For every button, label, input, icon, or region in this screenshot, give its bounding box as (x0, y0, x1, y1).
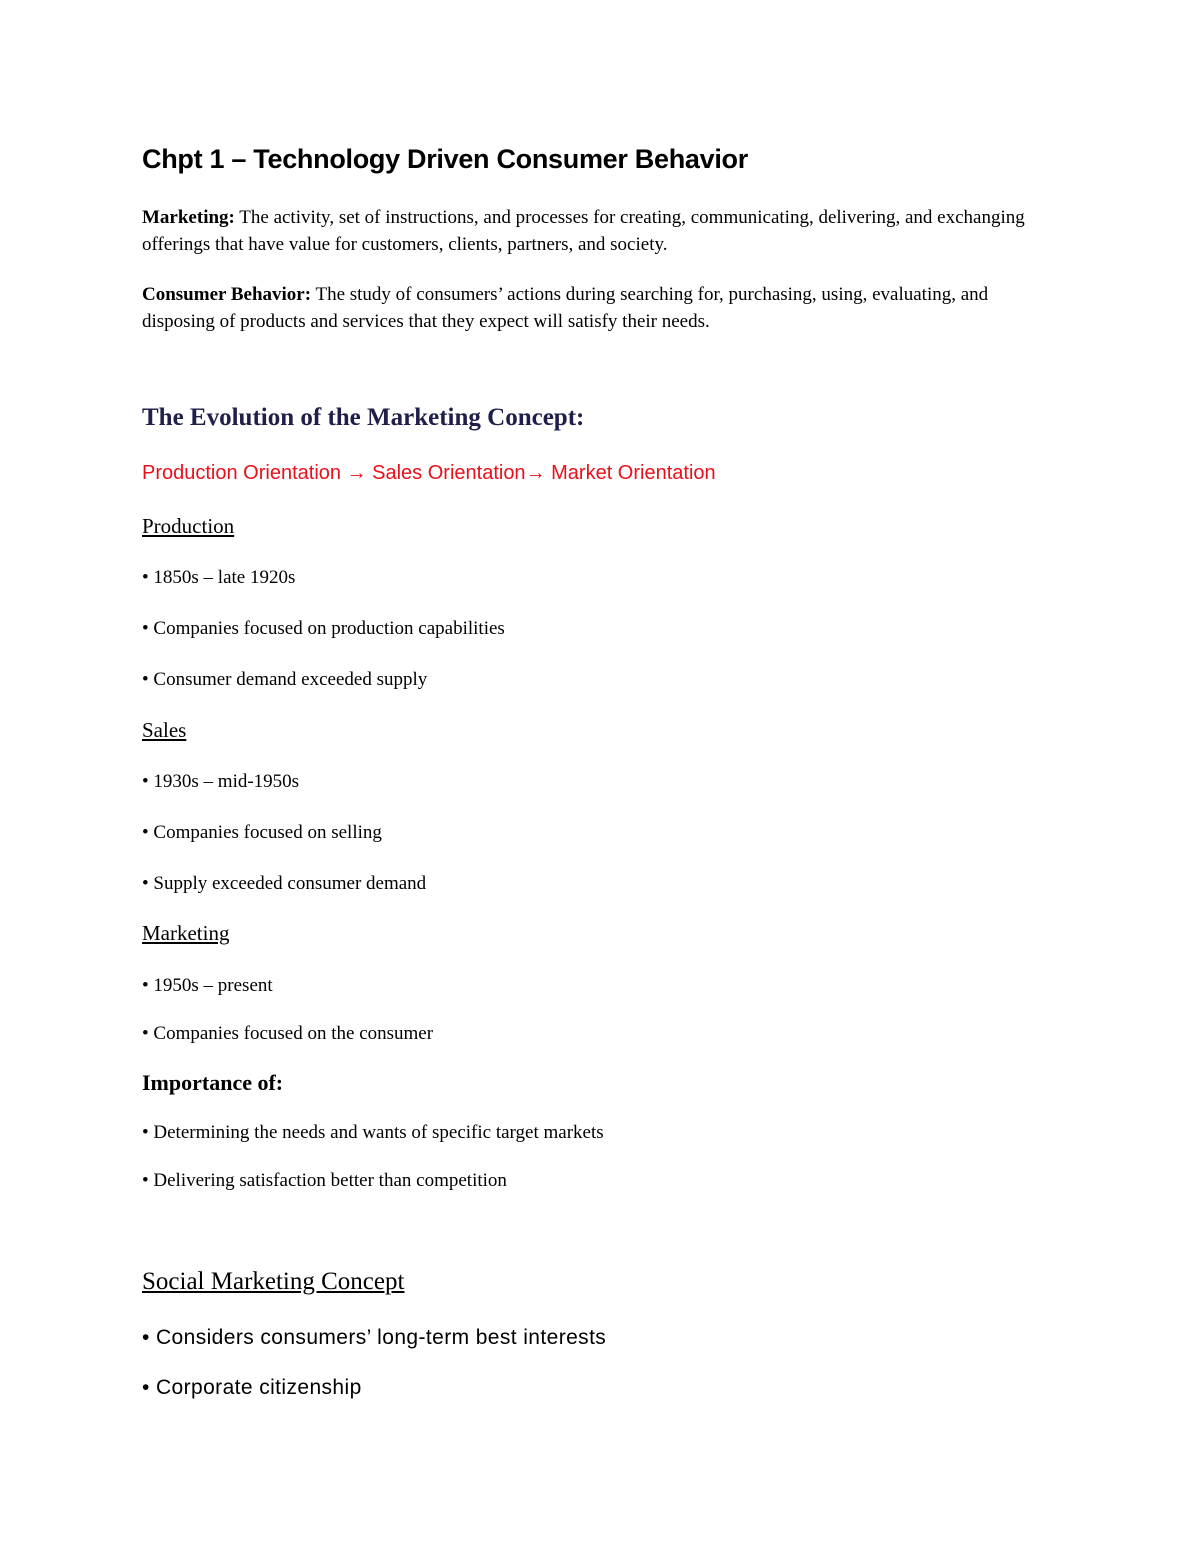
list-item: • Companies focused on selling (142, 822, 382, 843)
list-item: • Determining the needs and wants of specific target markets (142, 1122, 604, 1143)
list-item: • Corporate citizenship (142, 1376, 362, 1399)
section-heading-marketing: Marketing (142, 921, 230, 945)
importance-heading: Importance of: (142, 1070, 284, 1095)
list-item: • 1930s – mid-1950s (142, 771, 300, 792)
arrow-right-icon: → (346, 462, 367, 484)
list-item: • Consumer demand exceeded supply (142, 669, 428, 690)
list-item: • 1950s – present (142, 975, 273, 996)
evolution-heading: The Evolution of the Marketing Concept: (142, 404, 585, 431)
list-item: • 1850s – late 1920s (142, 567, 296, 588)
list-item: • Companies focused on the consumer (142, 1023, 434, 1044)
definition-marketing (142, 204, 1062, 258)
definition-term: Marketing: (142, 207, 235, 228)
list-item: • Companies focused on production capabilities (142, 618, 505, 639)
orientation-step: Market Orientation (551, 462, 716, 484)
page-title: Chpt 1 – Technology Driven Consumer Behavior (142, 144, 748, 174)
definition-text: The study of consumers’ actions during searching for, purchasing, using, evaluating, and disposing of products and services that they expect will satisfy their needs. (142, 284, 989, 332)
definition-text: The activity, set of instructions, and processes for creating, communicating, delivering, and exchanging offerings that have value for customers, clients, partners, and society. (142, 207, 1025, 255)
orientation-step: Production Orientation (142, 462, 342, 484)
list-item: • Supply exceeded consumer demand (142, 873, 427, 894)
orientation-step: Sales Orientation (372, 462, 526, 484)
arrow-right-icon: → (525, 462, 546, 484)
section-heading-production: Production (142, 514, 235, 538)
section-heading-sales: Sales (142, 718, 187, 742)
definition-consumer-behavior (142, 281, 1062, 335)
list-item: • Delivering satisfaction better than competition (142, 1170, 507, 1191)
list-item: • Considers consumers’ long-term best interests (142, 1326, 607, 1349)
definition-term: Consumer Behavior: (142, 284, 312, 305)
orientation-flow (142, 462, 716, 485)
social-marketing-heading: Social Marketing Concept (142, 1268, 405, 1295)
